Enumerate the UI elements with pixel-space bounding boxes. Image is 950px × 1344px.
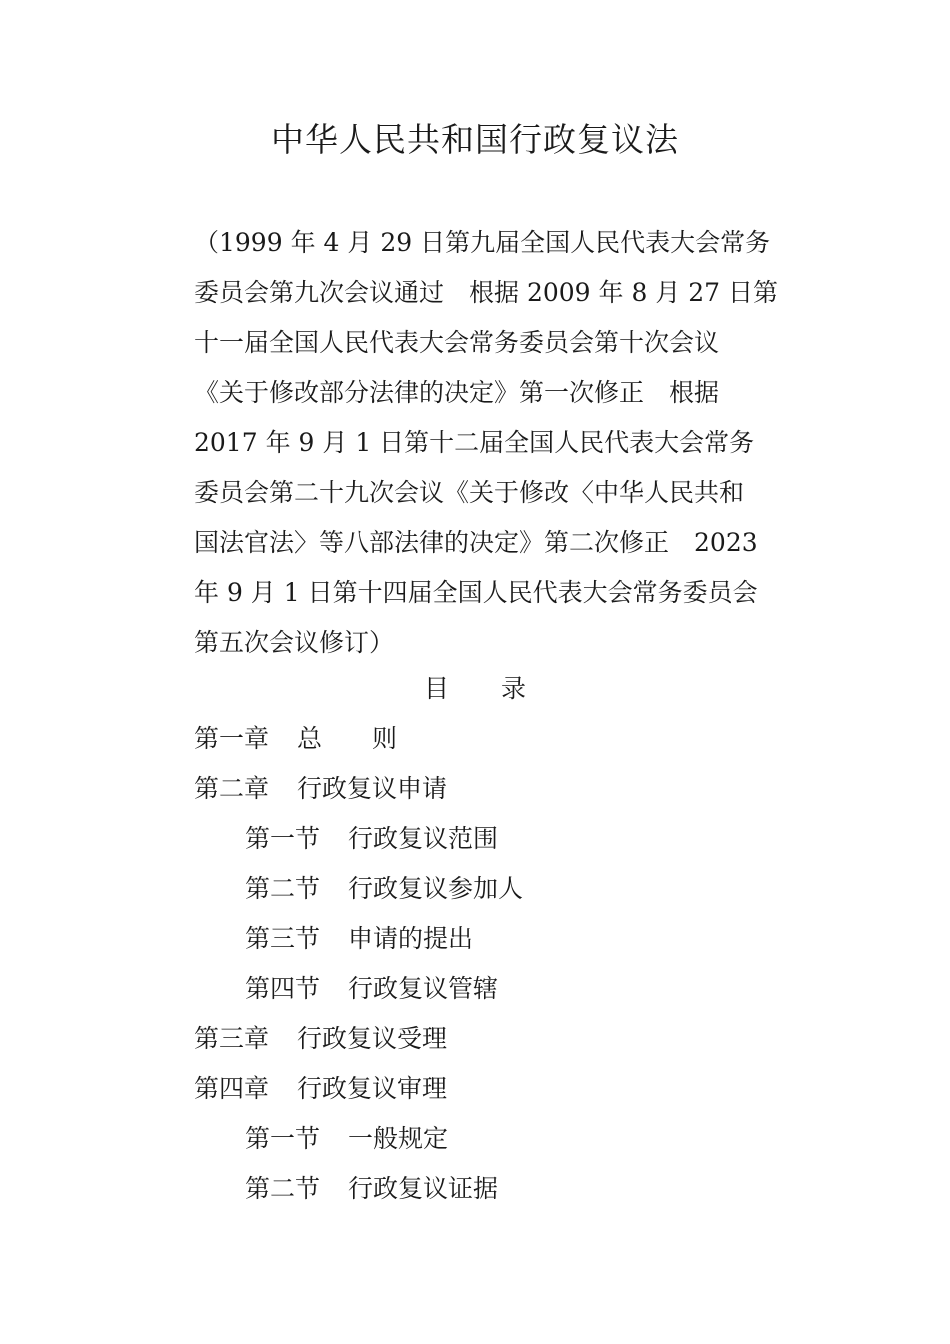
toc-heading-right: 录 [501,674,527,703]
toc-number: 第一节 [245,1124,321,1153]
toc-name-part: 总 [297,724,323,753]
toc-number: 第一节 [245,824,321,853]
preamble-line: 国法官法〉等八部法律的决定》第二次修正 2023 [194,528,758,557]
toc-name: 行政复议管辖 [348,974,499,1003]
document-title: 中华人民共和国行政复议法 [271,120,679,159]
toc-number: 第二节 [245,874,321,903]
toc-section [194,914,774,964]
toc-name: 行政复议审理 [297,1074,448,1103]
preamble-line: 第五次会议修订） [194,628,395,657]
toc-name: 行政复议范围 [348,824,499,853]
toc-name: 行政复议受理 [297,1024,448,1053]
preamble [194,218,779,668]
toc-section [194,814,774,864]
table-of-contents [194,714,774,1214]
toc-name-part: 则 [372,724,398,753]
toc-number: 第三节 [245,924,321,953]
toc-number: 第三章 [194,1024,270,1053]
toc-chapter [194,1014,774,1064]
preamble-line: 十一届全国人民代表大会常务委员会第十次会议 [194,328,720,357]
preamble-line: 年 9 月 1 日第十四届全国人民代表大会常务委员会 [194,578,758,607]
toc-name [297,714,397,764]
toc-chapter [194,764,774,814]
preamble-line: 2017 年 9 月 1 日第十二届全国人民代表大会常务 [194,428,755,457]
toc-name: 行政复议申请 [297,774,448,803]
toc-chapter [194,1064,774,1114]
toc-name: 申请的提出 [348,924,474,953]
toc-name: 行政复议证据 [348,1174,499,1203]
preamble-line: 《关于修改部分法律的决定》第一次修正 根据 [194,378,720,407]
toc-number: 第四节 [245,974,321,1003]
toc-number: 第四章 [194,1074,270,1103]
preamble-line: 委员会第九次会议通过 根据 2009 年 8 月 27 日第 [194,278,779,307]
toc-heading-left: 目 [423,674,449,703]
toc-section [194,1114,774,1164]
toc-number: 第二节 [245,1174,321,1203]
toc-number: 第一章 [194,724,270,753]
preamble-line: （1999 年 4 月 29 日第九届全国人民代表大会常务 [194,228,771,257]
toc-number: 第二章 [194,774,270,803]
toc-heading [0,664,950,714]
toc-chapter [194,714,774,764]
toc-section [194,1164,774,1214]
toc-name: 一般规定 [348,1124,449,1153]
toc-section [194,864,774,914]
preamble-line: 委员会第二十九次会议《关于修改〈中华人民共和 [194,478,745,507]
toc-name: 行政复议参加人 [348,874,524,903]
toc-section [194,964,774,1014]
